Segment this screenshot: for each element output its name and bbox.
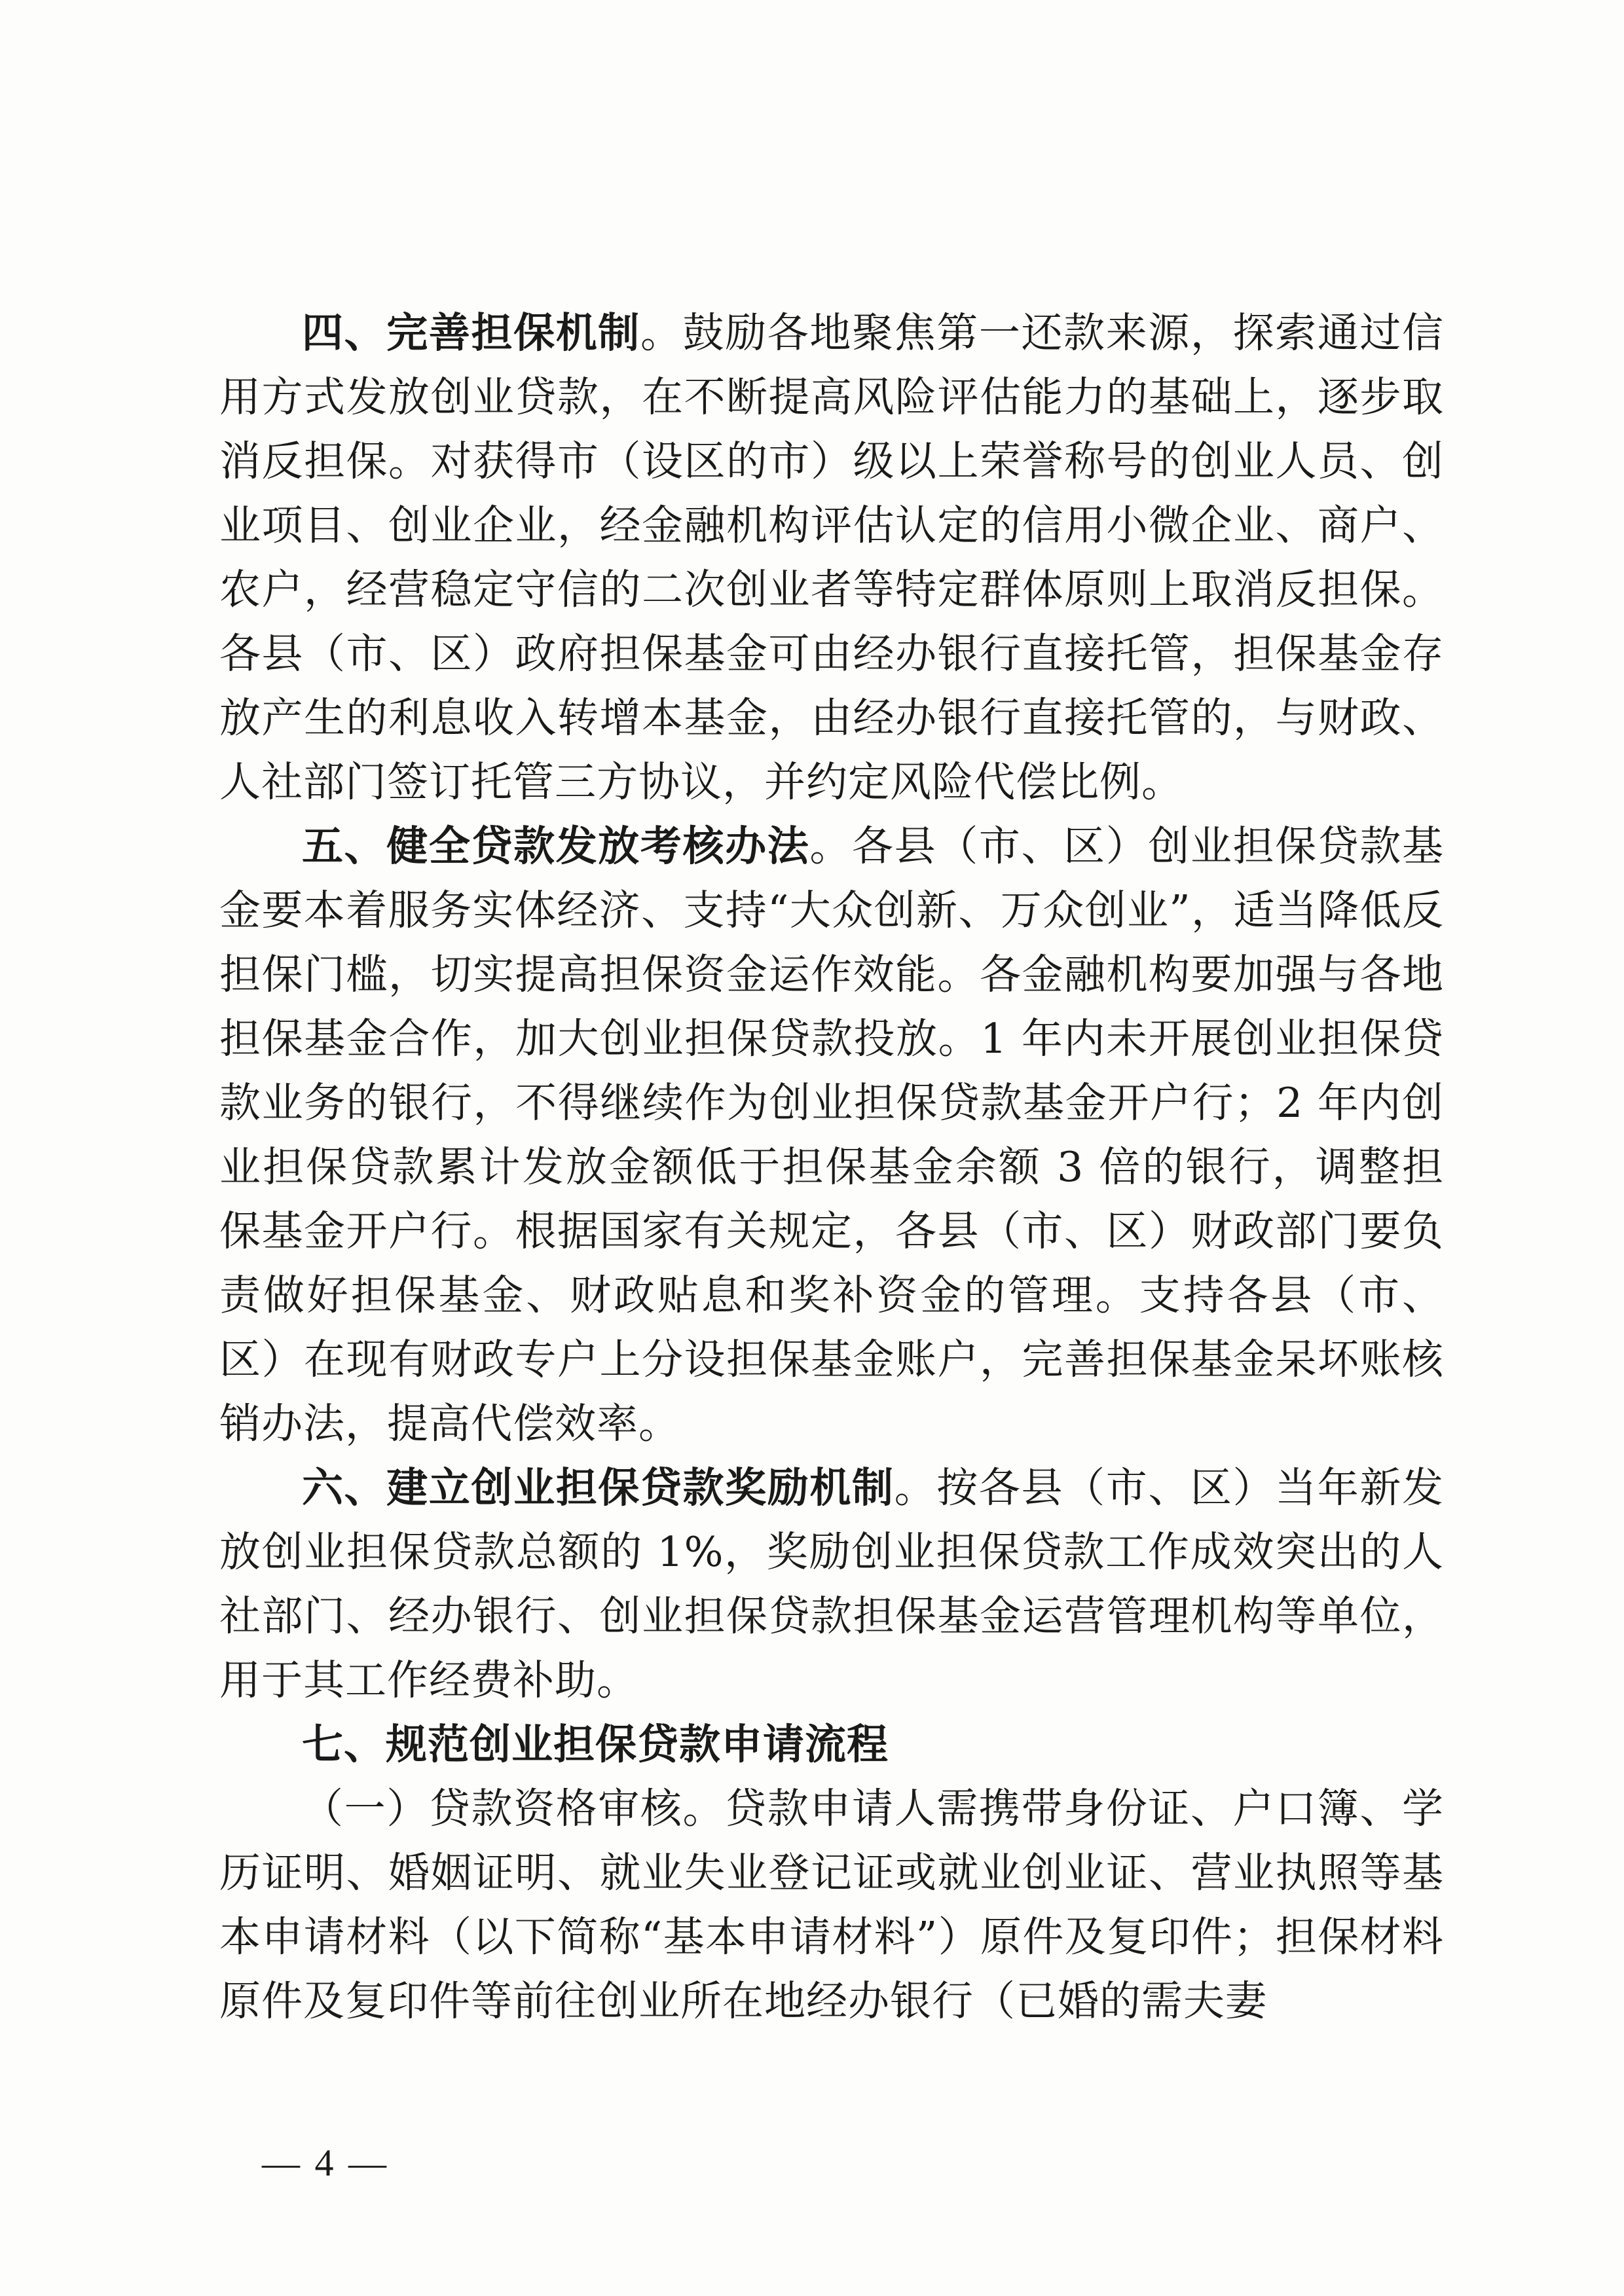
section-seven-paragraph: [219, 1713, 1444, 1777]
section-five-text: 。各县（市、区）创业担保贷款基金要本着服务实体经济、支持“大众创新、万众创业”，适当降低反担保门槛，切实提高担保资金运作效能。各金融机构要加强与各地担保基金合作，加大创业担保贷款投放。1 年内未开展创业担保贷款业务的银行，不得继续作为创业担保贷款基金开户行；2 年内创业担保贷款累计发放金额低于担保基金余额 3 倍的银行，调整担保基金开户行。根据国家有关规定，各县（市、区）财政部门要负责做好担保基金、财政贴息和奖补资金的管理。支持各县（市、区）在现有财政专户上分设担保基金账户，完善担保基金呆坏账核销办法，提高代偿效率。: [219, 822, 1445, 1448]
section-four-heading: 四、完善担保机制: [302, 309, 640, 357]
section-four-paragraph: [219, 301, 1444, 814]
document-body: [219, 301, 1444, 2033]
section-seven-heading: 七、规范创业担保贷款申请流程: [302, 1721, 889, 1768]
loan-eligibility-text: （一）贷款资格审核。贷款申请人需携带身份证、户口簿、学历证明、婚姻证明、就业失业登记证或就业创业证、营业执照等基本申请材料（以下简称“基本申请材料”）原件及复印件；担保材料原件及复印件等前往创业所在地经办银行（已婚的需夫妻: [219, 1785, 1444, 2025]
section-four-text: 。鼓励各地聚焦第一还款来源，探索通过信用方式发放创业贷款，在不断提高风险评估能力的基础上，逐步取消反担保。对获得市（设区的市）级以上荣誉称号的创业人员、创业项目、创业企业，经金融机构评估认定的信用小微企业、商户、农户，经营稳定守信的二次创业者等特定群体原则上取消反担保。各县（市、区）政府担保基金可由经办银行直接托管，担保基金存放产生的利息收入转增本基金，由经办银行直接托管的，与财政、人社部门签订托管三方协议，并约定风险代偿比例。: [219, 309, 1445, 806]
section-six-text: 。按各县（市、区）当年新发放创业担保贷款总额的 1%，奖励创业担保贷款工作成效突出的人社部门、经办银行、创业担保贷款担保基金运营管理机构等单位，用于其工作经费补助。: [219, 1464, 1445, 1704]
page-number: — 4 —: [262, 2141, 389, 2184]
section-six-paragraph: [219, 1456, 1444, 1713]
section-five-paragraph: [219, 814, 1444, 1456]
section-five-heading: 五、健全贷款发放考核办法: [302, 822, 810, 870]
loan-eligibility-paragraph: [219, 1777, 1444, 2033]
section-six-heading: 六、建立创业担保贷款奖励机制: [302, 1464, 895, 1512]
